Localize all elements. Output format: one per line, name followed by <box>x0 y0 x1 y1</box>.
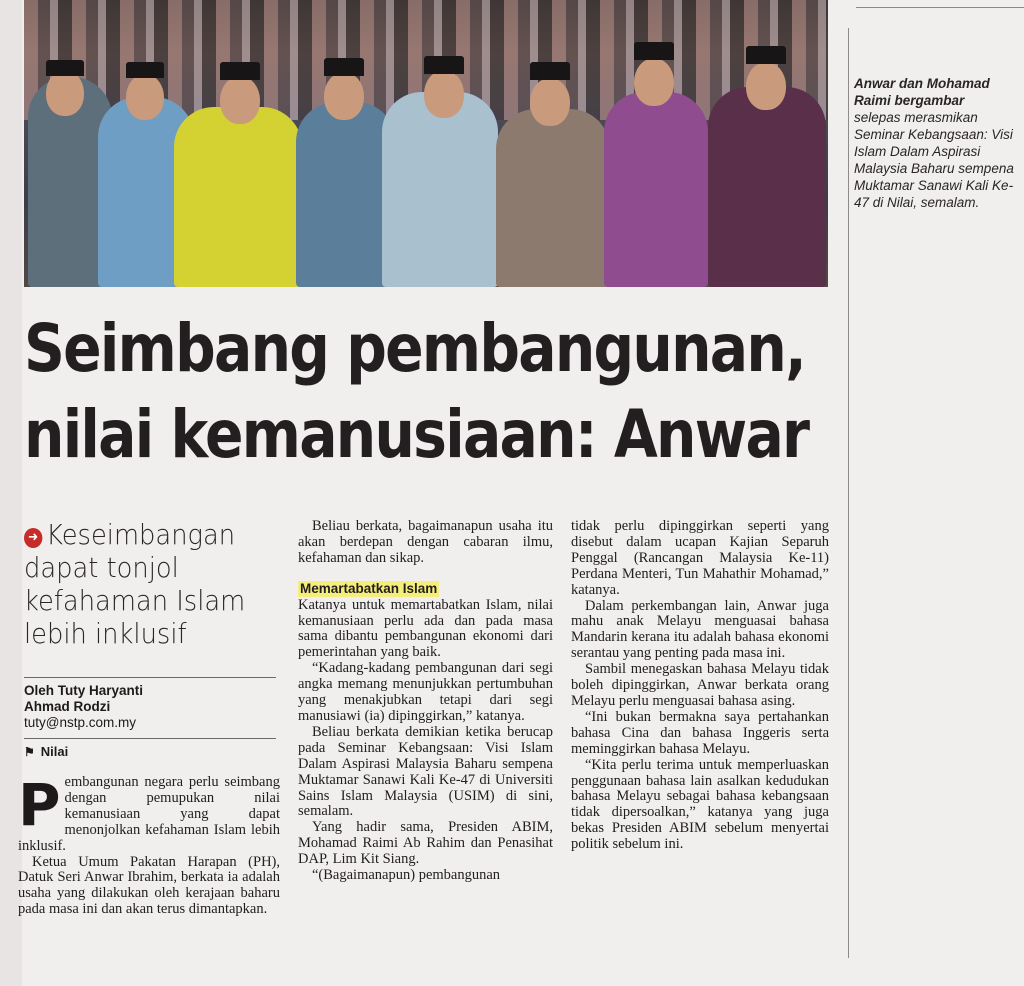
article-column-3 <box>571 519 829 853</box>
byline-author-2: Ahmad Rodzi <box>24 699 111 714</box>
songkok-hat <box>126 62 164 78</box>
figure <box>174 107 302 287</box>
byline <box>24 683 276 731</box>
songkok-hat <box>220 62 260 80</box>
article-column-1 <box>18 771 280 918</box>
article-paragraph: Pembangunan negara perlu seimbang dengan pemupukan nilai kemanusiaan yang dapat menonjolkan kefahaman Islam lebih inklusif. <box>18 771 280 854</box>
byline-author-1: Tuty Haryanti <box>57 683 144 698</box>
figure-head <box>530 78 570 126</box>
section-subhead: Memartabatkan Islam <box>300 580 438 596</box>
byline-prefix: Oleh <box>24 683 55 698</box>
figure-head <box>746 62 786 110</box>
songkok-hat <box>424 56 464 74</box>
article-paragraph: “(Bagaimanapun) pembangunan <box>312 867 501 884</box>
news-photo <box>24 0 828 287</box>
dateline <box>24 744 68 759</box>
article-paragraph: tidak perlu dipinggirkan seperti yang disebut dalam ucapan Kajian Separuh Penggal (Rancangan Malaysia Ke-11) Perdana Menteri, Tun Mahathir Mohamad,” katanya. <box>571 518 829 598</box>
songkok-hat <box>634 42 674 60</box>
article-paragraph: Beliau berkata, bagaimanapun usaha itu akan berdepan dengan cabaran ilmu, kefahaman dan sikap. <box>298 518 553 566</box>
article-paragraph: Ketua Umum Pakatan Harapan (PH), Datuk Seri Anwar Ibrahim, berkata ia adalah usaha yang dilakukan oleh kerajaan baharu pada masa ini dan akan terus dimantapkan. <box>18 853 280 918</box>
kicker-line-4: lebih inklusif <box>24 617 187 650</box>
caption-text: selepas merasmikan Seminar Kebangsaan: Visi Islam Dalam Aspirasi Malaysia Baharu sempena Muktamar Sanawi Kali Ke-47 di Nilai, semalam. <box>854 110 1014 210</box>
caption-names: Anwar dan Mohamad Raimi bergambar <box>854 76 990 108</box>
figure-head <box>126 74 164 120</box>
article-paragraph: Katanya untuk memartabatkan Islam, nilai kemanusiaan perlu ada dan pada masa sama dibantu pembangunan ekonomi dari pemerintahan yang baik. <box>298 596 553 661</box>
byline-rule <box>24 677 276 678</box>
figure <box>604 92 708 287</box>
dateline-place: Nilai <box>40 744 69 759</box>
article-paragraph: Sambil menegaskan bahasa Melayu tidak boleh dipinggirkan, Anwar berkata orang Melayu perlu menguasai bahasa asing. <box>571 661 829 709</box>
figure-head <box>220 76 260 124</box>
article-paragraph: “Kadang-kadang pembangunan dari segi angka memang menunjukkan pertumbuhan yang menakjubkan tetapi dari segi manusiawi (ia) dipinggirkan,” katanya. <box>298 660 553 724</box>
figure-head <box>424 70 464 118</box>
songkok-hat <box>530 62 570 80</box>
songkok-hat <box>746 46 786 64</box>
article-paragraph: “Ini bukan bermakna saya pertahankan bahasa Cina dan bahasa Inggeris serta meminggirkan bahasa Melayu. <box>571 708 829 757</box>
photo-caption <box>854 75 1014 211</box>
figure <box>496 109 610 287</box>
kicker-line-1: Keseimbangan <box>46 518 236 551</box>
flag-icon: ⚑ <box>24 745 35 759</box>
byline-rule <box>24 738 276 739</box>
figure <box>296 102 396 287</box>
figure <box>708 87 826 287</box>
songkok-hat <box>324 58 364 76</box>
kicker-line-3: kefahaman Islam <box>24 584 246 617</box>
article-column-2 <box>298 519 553 884</box>
article-paragraph: Dalam perkembangan lain, Anwar juga mahu anak Melayu menguasai bahasa Mandarin kerana itu adalah bahasa ekonomi serantau yang penting pada masa ini. <box>571 597 829 662</box>
column-rule <box>848 28 849 958</box>
figure <box>382 92 498 287</box>
top-rule <box>856 7 1024 8</box>
songkok-hat <box>46 60 84 76</box>
article-paragraph: “Kita perlu terima untuk memperluaskan penggunaan bahasa lain asalkan kedudukan bahasa Melayu sebagai bahasa kebangsaan tidak dipersoalkan,” katanya yang juga bekas Presiden ABIM sebelum menyertai politik sebelum ini. <box>571 756 829 853</box>
figure-head <box>634 58 674 106</box>
kicker-line-2: dapat tonjol <box>24 551 179 584</box>
drop-cap: P <box>18 771 61 839</box>
arrow-right-circle-icon: ➜ <box>24 528 42 548</box>
article-paragraph: Yang hadir sama, Presiden ABIM, Mohamad Raimi Ab Rahim dan Penasihat DAP, Lim Kit Siang. <box>298 819 553 868</box>
headline-line-2: nilai kemanusiaan: Anwar <box>24 396 809 473</box>
kicker <box>24 518 284 650</box>
headline <box>24 306 834 478</box>
figure-head <box>46 70 84 116</box>
byline-email[interactable]: tuty@nstp.com.my <box>24 715 136 730</box>
headline-line-1: Seimbang pembangunan, <box>24 310 805 387</box>
figure-head <box>324 72 364 120</box>
article-paragraph: Beliau berkata demikian ketika berucap pada Seminar Kebangsaan: Visi Islam Dalam Aspirasi Malaysia Baharu sempena Muktamar Sanawi Kali Ke-47 di Universiti Sains Islam Malaysia (USIM) di sini, semalam. <box>298 723 553 820</box>
